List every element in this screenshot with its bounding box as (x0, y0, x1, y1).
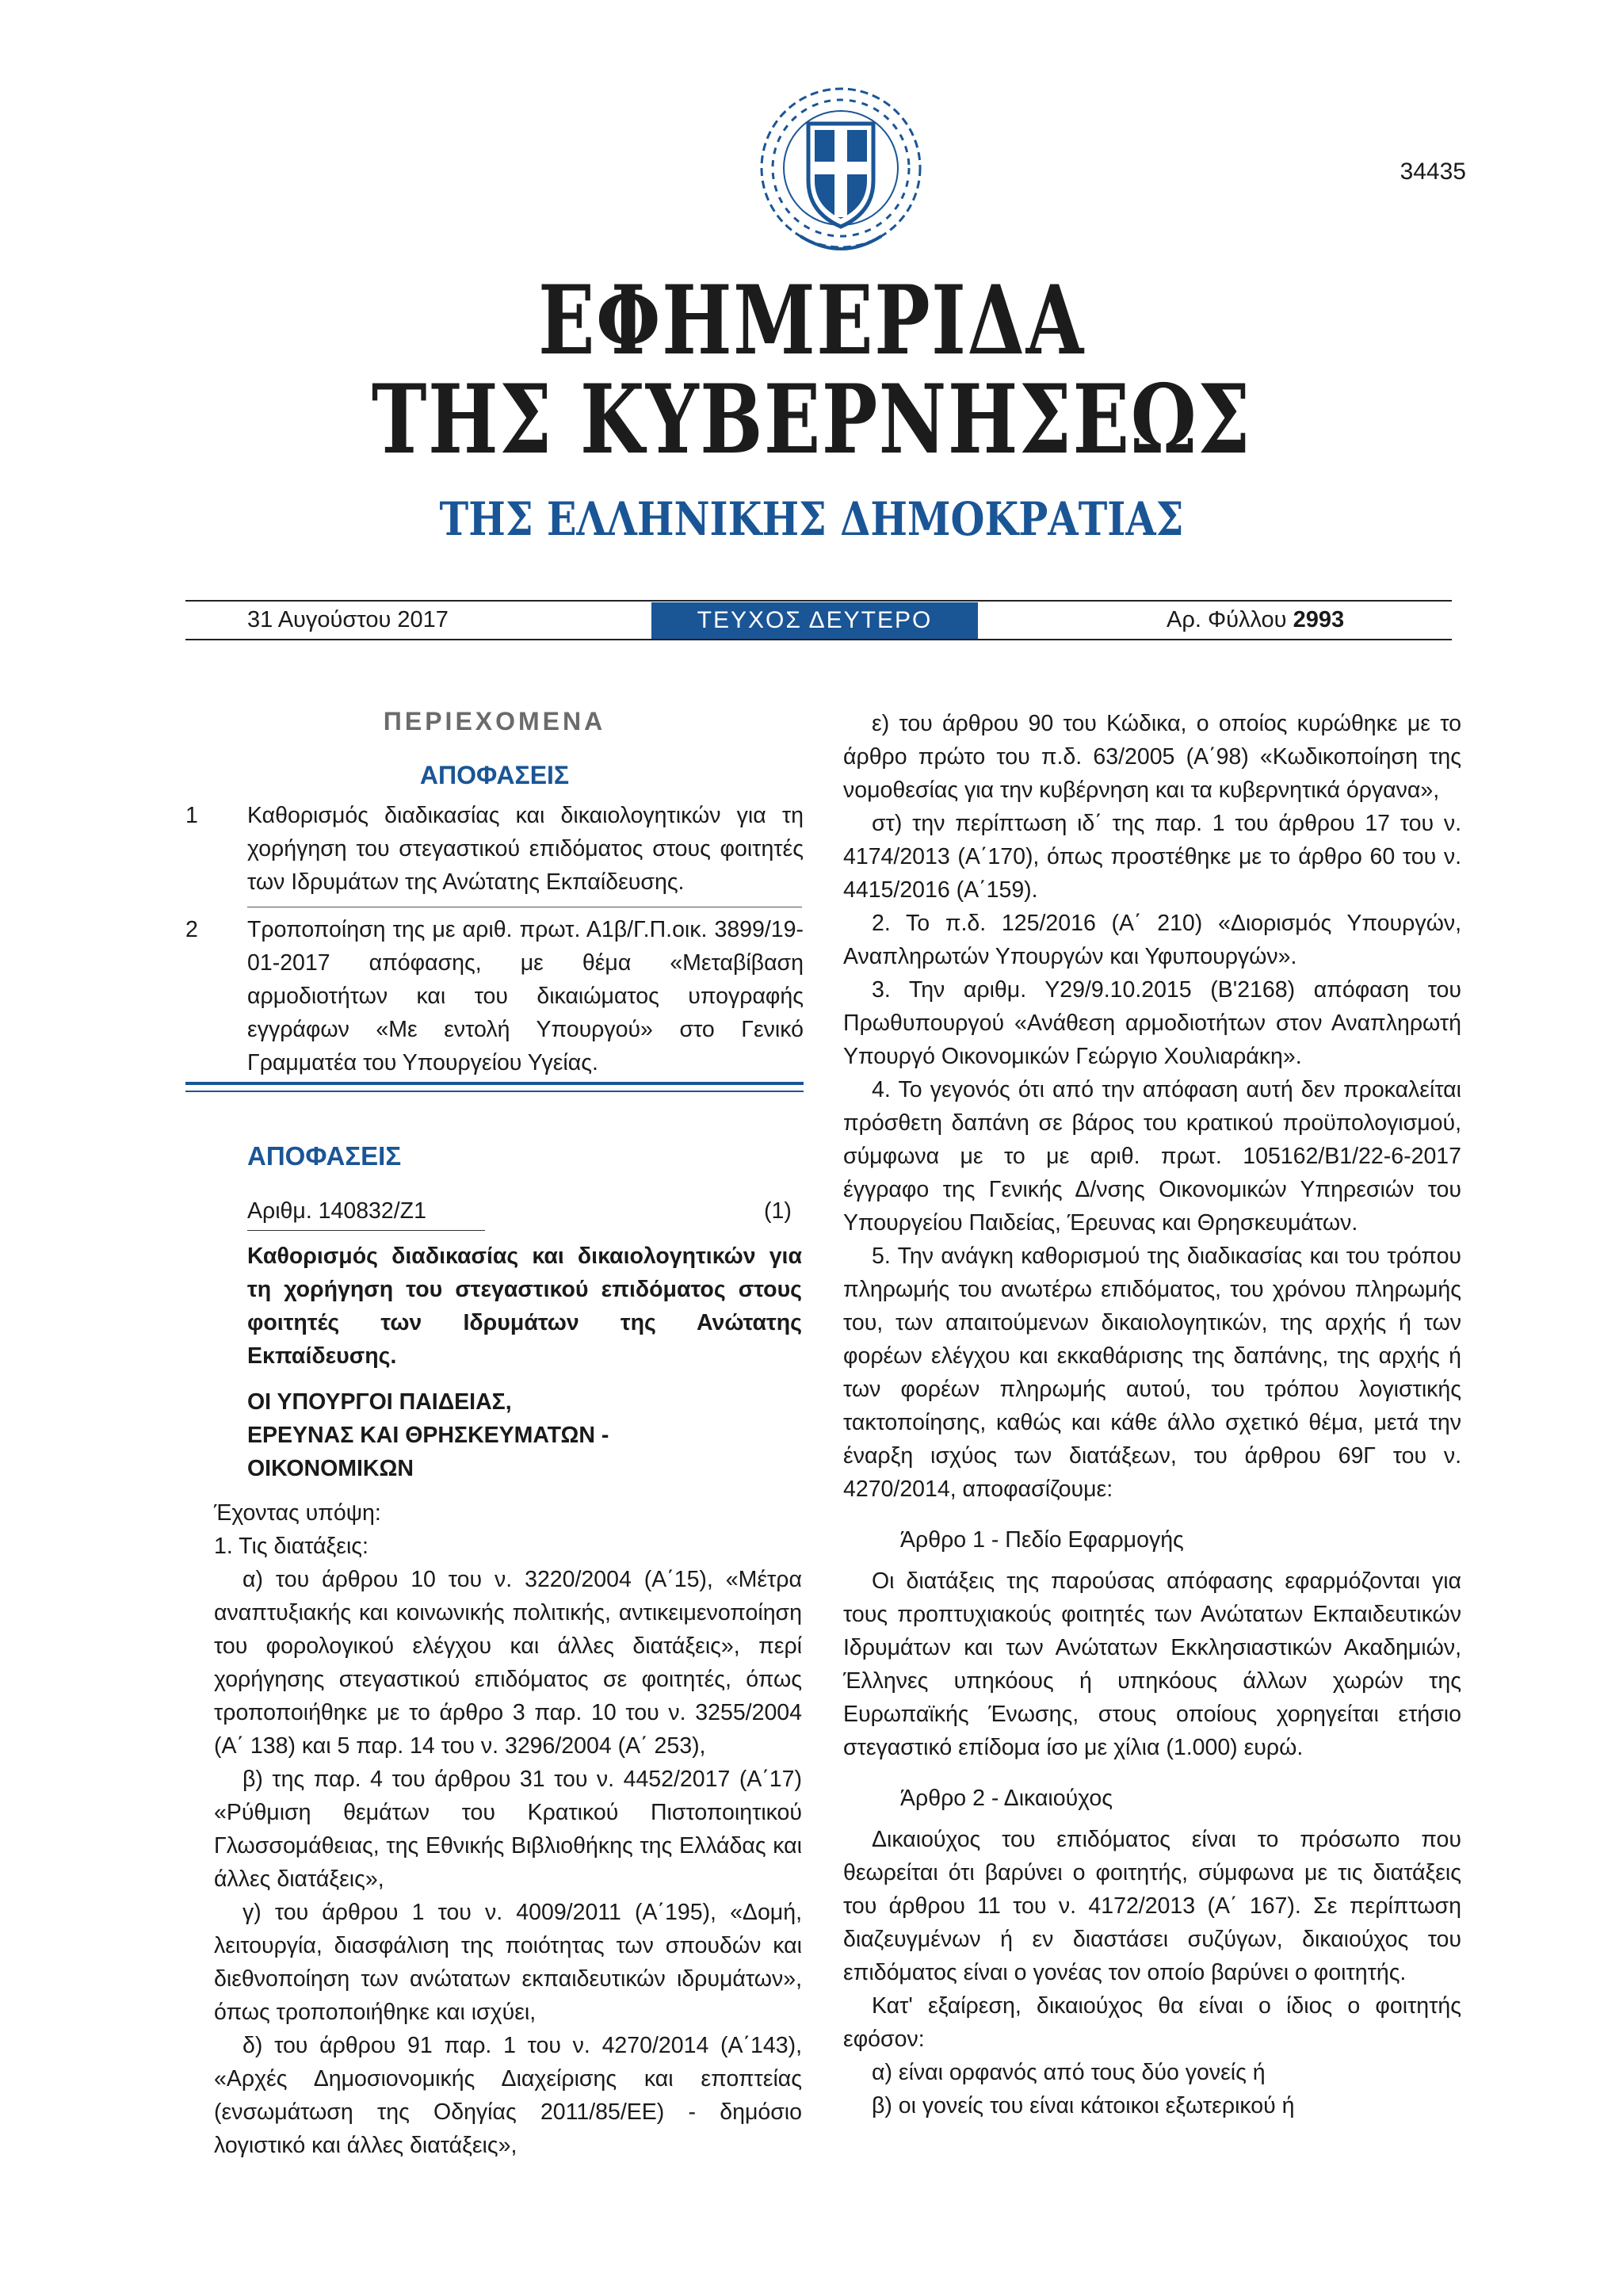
article-1-text: Οι διατάξεις της παρούσας απόφασης εφαρμόζονται για τους προπτυχιακούς φοιτητές των Ανώτατων Εκπαιδευτικών Ιδρυμάτων και των Ανώτατων Εκκλησιαστικών Ακαδημιών, Έλληνες υπηκόους ή υπηκόους άλλων χωρών της Ευρωπαϊκής Ένωσης, στους οποίους χορηγείται ετήσιο στεγαστικό επίδομα ίσο με χίλια (1.000) ευρώ. (843, 1568, 1461, 1760)
decision-number-rule (247, 1230, 485, 1231)
decision-number: Αριθμ. 140832/Ζ1 (247, 1198, 426, 1224)
issue-bar-top-rule (185, 600, 1452, 602)
decision-title: Καθορισμός διαδικασίας και δικαιολογητικών για τη χορήγηση του στεγαστικού επιδόματος στους φοιτητές των Ιδρυμάτων της Ανώτατης Εκπαίδευσης. (247, 1244, 802, 1369)
body-paragraph: δ) του άρθρου 91 παρ. 1 του ν. 4270/2014 (Α΄143), «Αρχές Δημοσιονομικής Διαχείρισης και εποπτείας (ενσωμάτωση της Οδηγίας 2011/85/ΕΕ) - δημόσιο λογιστικό και άλλες διατάξεις», (214, 2033, 802, 2158)
article-2-paragraph: β) οι γονείς του είναι κάτοικοι εξωτερικού ή (872, 2093, 1295, 2118)
article-2-paragraph: Δικαιούχος του επιδόματος είναι το πρόσωπο που θεωρείται ότι βαρύνει ο φοιτητής, σύμφωνα με τις διατάξεις του άρθρου 11 του ν. 4172/2013 (Α΄ 167). Σε περίπτωση διαζευγμένων ή εν διαστάσει συζύγων, δικαιούχος του επιδόματος είναι ο γονέας τον οποίο βαρύνει ο φοιτητής. (843, 1827, 1461, 1985)
greek-coat-of-arms-icon (753, 86, 929, 262)
decision-ref: (1) (764, 1198, 792, 1224)
article-2-paragraph: α) είναι ορφανός από τους δύο γονείς ή (872, 2060, 1266, 2085)
left-body (214, 1496, 802, 2162)
toc-item-number: 1 (185, 803, 198, 828)
toc-item-number: 2 (185, 917, 198, 942)
body-paragraph: 4. Το γεγονός ότι από την απόφαση αυτή δεν προκαλείται πρόσθετη δαπάνη σε βάρος του κρατικού προϋπολογισμού, σύμφωνα με το με αριθ. πρωτ. 105162/Β1/22-6-2017 έγγραφο της Γενικής Δ/νσης Οικονομικών Υπηρεσιών του Υπουργείου Παιδείας, Έρευνας και Θρησκευμάτων. (843, 1077, 1461, 1236)
issue-sheet-value: 2993 (1293, 607, 1345, 632)
ministers-line: ΕΡΕΥΝΑΣ ΚΑΙ ΘΡΗΣΚΕΥΜΑΤΩΝ - (247, 1423, 609, 1448)
toc-end-bar (185, 1082, 804, 1085)
body-paragraph: β) της παρ. 4 του άρθρου 31 του ν. 4452/2017 (Α΄17) «Ρύθμιση θεμάτων του Κρατικού Πιστοποιητικού Γλωσσομάθειας, της Εθνικής Βιβλιοθήκης της Ελλάδας και άλλες διατάξεις», (214, 1767, 802, 1892)
toc-subheading: ΑΠΟΦΑΣΕΙΣ (419, 761, 570, 789)
toc-end-bar-thin (185, 1091, 804, 1092)
ministers-line: ΟΙΚΟΝΟΜΙΚΩΝ (247, 1456, 414, 1481)
issue-series-badge: ΤΕΥΧΟΣ ΔΕΥΤΕΡΟ (651, 602, 978, 639)
toc-item (185, 913, 804, 1079)
ministers-line: ΟΙ ΥΠΟΥΡΓΟΙ ΠΑΙΔΕΙΑΣ, (247, 1389, 512, 1415)
issue-bar-bottom-rule (185, 639, 1452, 640)
body-paragraph: στ) την περίπτωση ιδ΄ της παρ. 1 του άρθρου 17 του ν. 4174/2013 (Α΄170), όπως προστέθηκε με το άρθρο 60 του ν. 4415/2016 (Α΄159). (843, 811, 1461, 903)
toc-item-text: Τροποποίηση της με αριθ. πρωτ. Α1β/Γ.Π.οικ. 3899/19-01-2017 απόφασης, με θέμα «Μεταβίβαση αρμοδιοτήτων και του δικαιώματος υπογραφής εγγράφων «Με εντολή Υπουργού» στο Γενικό Γραμματέα του Υπουργείου Υγείας. (247, 917, 804, 1075)
body-paragraph: Έχοντας υπόψη: (214, 1500, 381, 1526)
article-2-paragraph: Κατ' εξαίρεση, δικαιούχος θα είναι ο ίδιος ο φοιτητής εφόσον: (843, 1993, 1461, 2052)
body-paragraph: ε) του άρθρου 90 του Κώδικα, ο οποίος κυρώθηκε με το άρθρο πρώτο του π.δ. 63/2005 (Α΄98) «Κωδικοποίηση της νομοθεσίας για την κυβέρνηση και τα κυβερνητικά όργανα», (843, 711, 1461, 803)
body-paragraph: 5. Την ανάγκη καθορισμού της διαδικασίας και του τρόπου πληρωμής του ανωτέρω επιδόματος, του χρόνου πληρωμής του, των απαιτούμενων δικαιολογητικών, της αρχής ή των φορέων ελέγχου και εκκαθάρισης της δαπάνης, της αρχής ή των φορέων πληρωμής αυτού, του τρόπου λογιστικής τακτοποίησης, καθώς και κάθε άλλο σχετικό θέμα, μετά την έναρξη ισχύος των διατάξεων, του άρθρου 69Γ του ν. 4270/2014, αποφασίζουμε: (843, 1244, 1461, 1502)
toc-item (185, 799, 804, 899)
article-1-title: Άρθρο 1 - Πεδίο Εφαρμογής (900, 1527, 1184, 1553)
masthead-title-line2: ΤΗΣ ΚΥΒΕΡΝΗΣΕΩΣ (371, 364, 1252, 476)
toc-heading: ΠΕΡΙΕΧΟΜΕΝΑ (383, 707, 606, 735)
body-paragraph: α) του άρθρου 10 του ν. 3220/2004 (Α΄15), «Μέτρα αναπτυξιακής και κοινωνικής πολιτικής, αντικειμενοποίηση του φορολογικού ελέγχου και άλλες διατάξεις», περί χορήγησης στεγαστικού επιδόματος σε φοιτητές, όπως τροποποιήθηκε με το άρθρο 3 παρ. 10 του ν. 3255/2004 (Α΄ 138) και 5 παρ. 14 του ν. 3296/2004 (Α΄ 253), (214, 1567, 802, 1759)
article-2-title: Άρθρο 2 - Δικαιούχος (900, 1786, 1113, 1811)
issue-sheet-number (1167, 607, 1344, 633)
body-paragraph: 1. Τις διατάξεις: (214, 1534, 369, 1559)
masthead-title-line1: ΕΦΗΜΕΡΙΔΑ (538, 265, 1085, 376)
body-paragraph: 3. Την αριθμ. Υ29/9.10.2015 (Β'2168) απόφαση του Πρωθυπουργού «Ανάθεση αρμοδιοτήτων στον Αναπληρωτή Υπουργό Οικονομικών Γεώργιο Χουλιαράκη». (843, 977, 1461, 1069)
masthead-subtitle: ΤΗΣ ΕΛΛΗΝΙΚΗΣ ΔΗΜΟΚΡΑΤΙΑΣ (439, 492, 1184, 546)
right-body (843, 707, 1461, 2122)
body-paragraph: γ) του άρθρου 1 του ν. 4009/2011 (Α΄195), «Δομή, λειτουργία, διασφάλιση της ποιότητας των σπουδών και διεθνοποίηση των ανώτατων εκπαιδευτικών ιδρυμάτων», όπως τροποποιήθηκε και ισχύει, (214, 1900, 802, 2025)
decisions-heading: ΑΠΟΦΑΣΕΙΣ (247, 1141, 402, 1171)
page-number: 34435 (1400, 159, 1466, 185)
toc-item-text: Καθορισμός διαδικασίας και δικαιολογητικών για τη χορήγηση του στεγαστικού επιδόματος στους φοιτητές των Ιδρυμάτων της Ανώτατης Εκπαίδευσης. (247, 803, 804, 895)
body-paragraph: 2. Το π.δ. 125/2016 (Α΄ 210) «Διορισμός Υπουργών, Αναπληρωτών Υπουργών και Υφυπουργών». (843, 911, 1461, 969)
issue-sheet-label: Αρ. Φύλλου (1167, 607, 1287, 632)
issue-date: 31 Αυγούστου 2017 (247, 607, 449, 632)
ministers-block (247, 1385, 802, 1485)
